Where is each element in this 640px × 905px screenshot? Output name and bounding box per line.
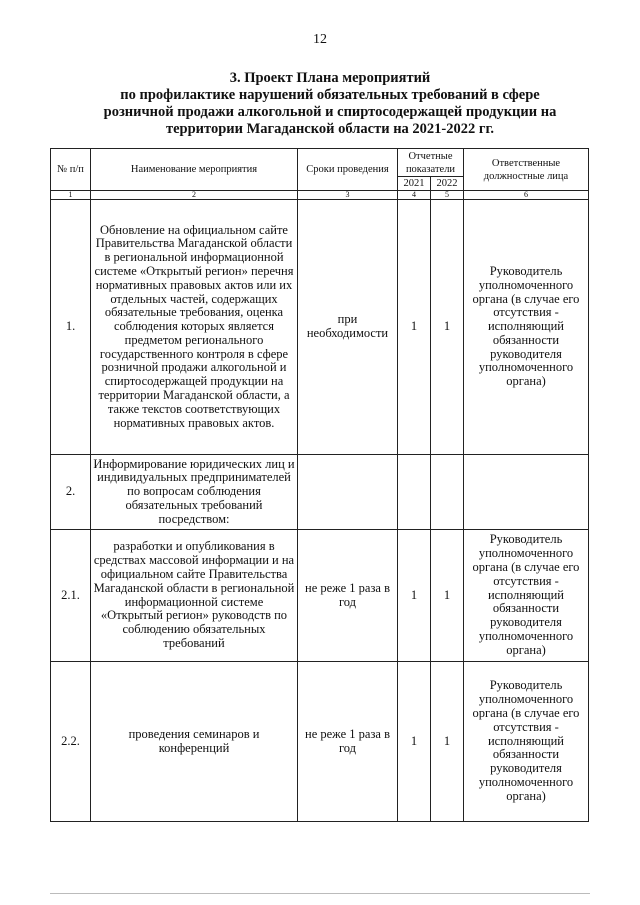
row-2021: 1 bbox=[398, 662, 431, 822]
column-number: 3 bbox=[298, 191, 398, 200]
column-number: 2 bbox=[91, 191, 298, 200]
column-number: 4 bbox=[398, 191, 431, 200]
title-line: территории Магаданской области на 2021-2022 гг. bbox=[165, 121, 495, 137]
table-row bbox=[51, 530, 589, 662]
row-2022: 1 bbox=[431, 200, 464, 455]
title-line: по профилактике нарушений обязательных требований в сфере bbox=[120, 87, 540, 103]
header-responsible: Ответственные должностные лица bbox=[464, 149, 589, 191]
row-responsible: Руководитель уполномоченного органа (в случае его отсутствия - исполняющий обязанности руководителя уполномоченного органа) bbox=[464, 200, 589, 455]
row-responsible: Руководитель уполномоченного органа (в случае его отсутствия - исполняющий обязанности руководителя уполномоченного органа) bbox=[464, 530, 589, 662]
row-num: 2.1. bbox=[51, 530, 91, 662]
table-row bbox=[51, 455, 589, 530]
row-terms: при необходимости bbox=[298, 200, 398, 455]
header-num: № п/п bbox=[51, 149, 91, 191]
page-number: 12 bbox=[313, 32, 327, 47]
row-name: разработки и опубликования в средствах массовой информации и на официальном сайте Правительства Магаданской области в региональной информационной системе «Открытый регион» руководств по соблюдению обязательных требований bbox=[91, 530, 298, 662]
header-terms: Сроки проведения bbox=[298, 149, 398, 191]
column-number: 5 bbox=[431, 191, 464, 200]
column-number: 6 bbox=[464, 191, 589, 200]
events-plan-table bbox=[50, 148, 589, 822]
table-row bbox=[51, 200, 589, 455]
header-indicators: Отчетные показатели bbox=[398, 149, 464, 177]
header-year-2021: 2021 bbox=[398, 177, 431, 191]
row-responsible: Руководитель уполномоченного органа (в случае его отсутствия - исполняющий обязанности руководителя уполномоченного органа) bbox=[464, 662, 589, 822]
row-num: 2.2. bbox=[51, 662, 91, 822]
row-name: Информирование юридических лиц и индивидуальных предпринимателей по вопросам соблюдения обязательных требований посредством: bbox=[91, 455, 298, 530]
row-name: Обновление на официальном сайте Правительства Магаданской области в региональной информационной системе «Открытый регион» перечня нормативных правовых актов или их отдельных частей, содержащих обязательные требования, оценка соблюдения которых является предметом регионального государственного контроля в сфере розничной продажи алкогольной и спиртосодержащей продукции на территории Магаданской области, а также текстов соответствующих нормативных правовых актов. bbox=[91, 200, 298, 455]
title-line: розничной продажи алкогольной и спиртосодержащей продукции на bbox=[103, 104, 557, 120]
row-num: 1. bbox=[51, 200, 91, 455]
row-terms: не реже 1 раза в год bbox=[298, 530, 398, 662]
row-2022: 1 bbox=[431, 530, 464, 662]
row-2021 bbox=[398, 455, 431, 530]
row-name: проведения семинаров и конференций bbox=[91, 662, 298, 822]
row-terms bbox=[298, 455, 398, 530]
row-2021: 1 bbox=[398, 530, 431, 662]
table-row bbox=[51, 662, 589, 822]
header-year-2022: 2022 bbox=[431, 177, 464, 191]
row-responsible bbox=[464, 455, 589, 530]
row-num: 2. bbox=[51, 455, 91, 530]
row-2022: 1 bbox=[431, 662, 464, 822]
document-title bbox=[60, 70, 600, 138]
column-number: 1 bbox=[51, 191, 91, 200]
row-2021: 1 bbox=[398, 200, 431, 455]
page-bottom-rule bbox=[50, 893, 590, 894]
row-terms: не реже 1 раза в год bbox=[298, 662, 398, 822]
title-line: 3. Проект Плана мероприятий bbox=[229, 70, 431, 86]
row-2022 bbox=[431, 455, 464, 530]
header-name: Наименование мероприятия bbox=[91, 149, 298, 191]
